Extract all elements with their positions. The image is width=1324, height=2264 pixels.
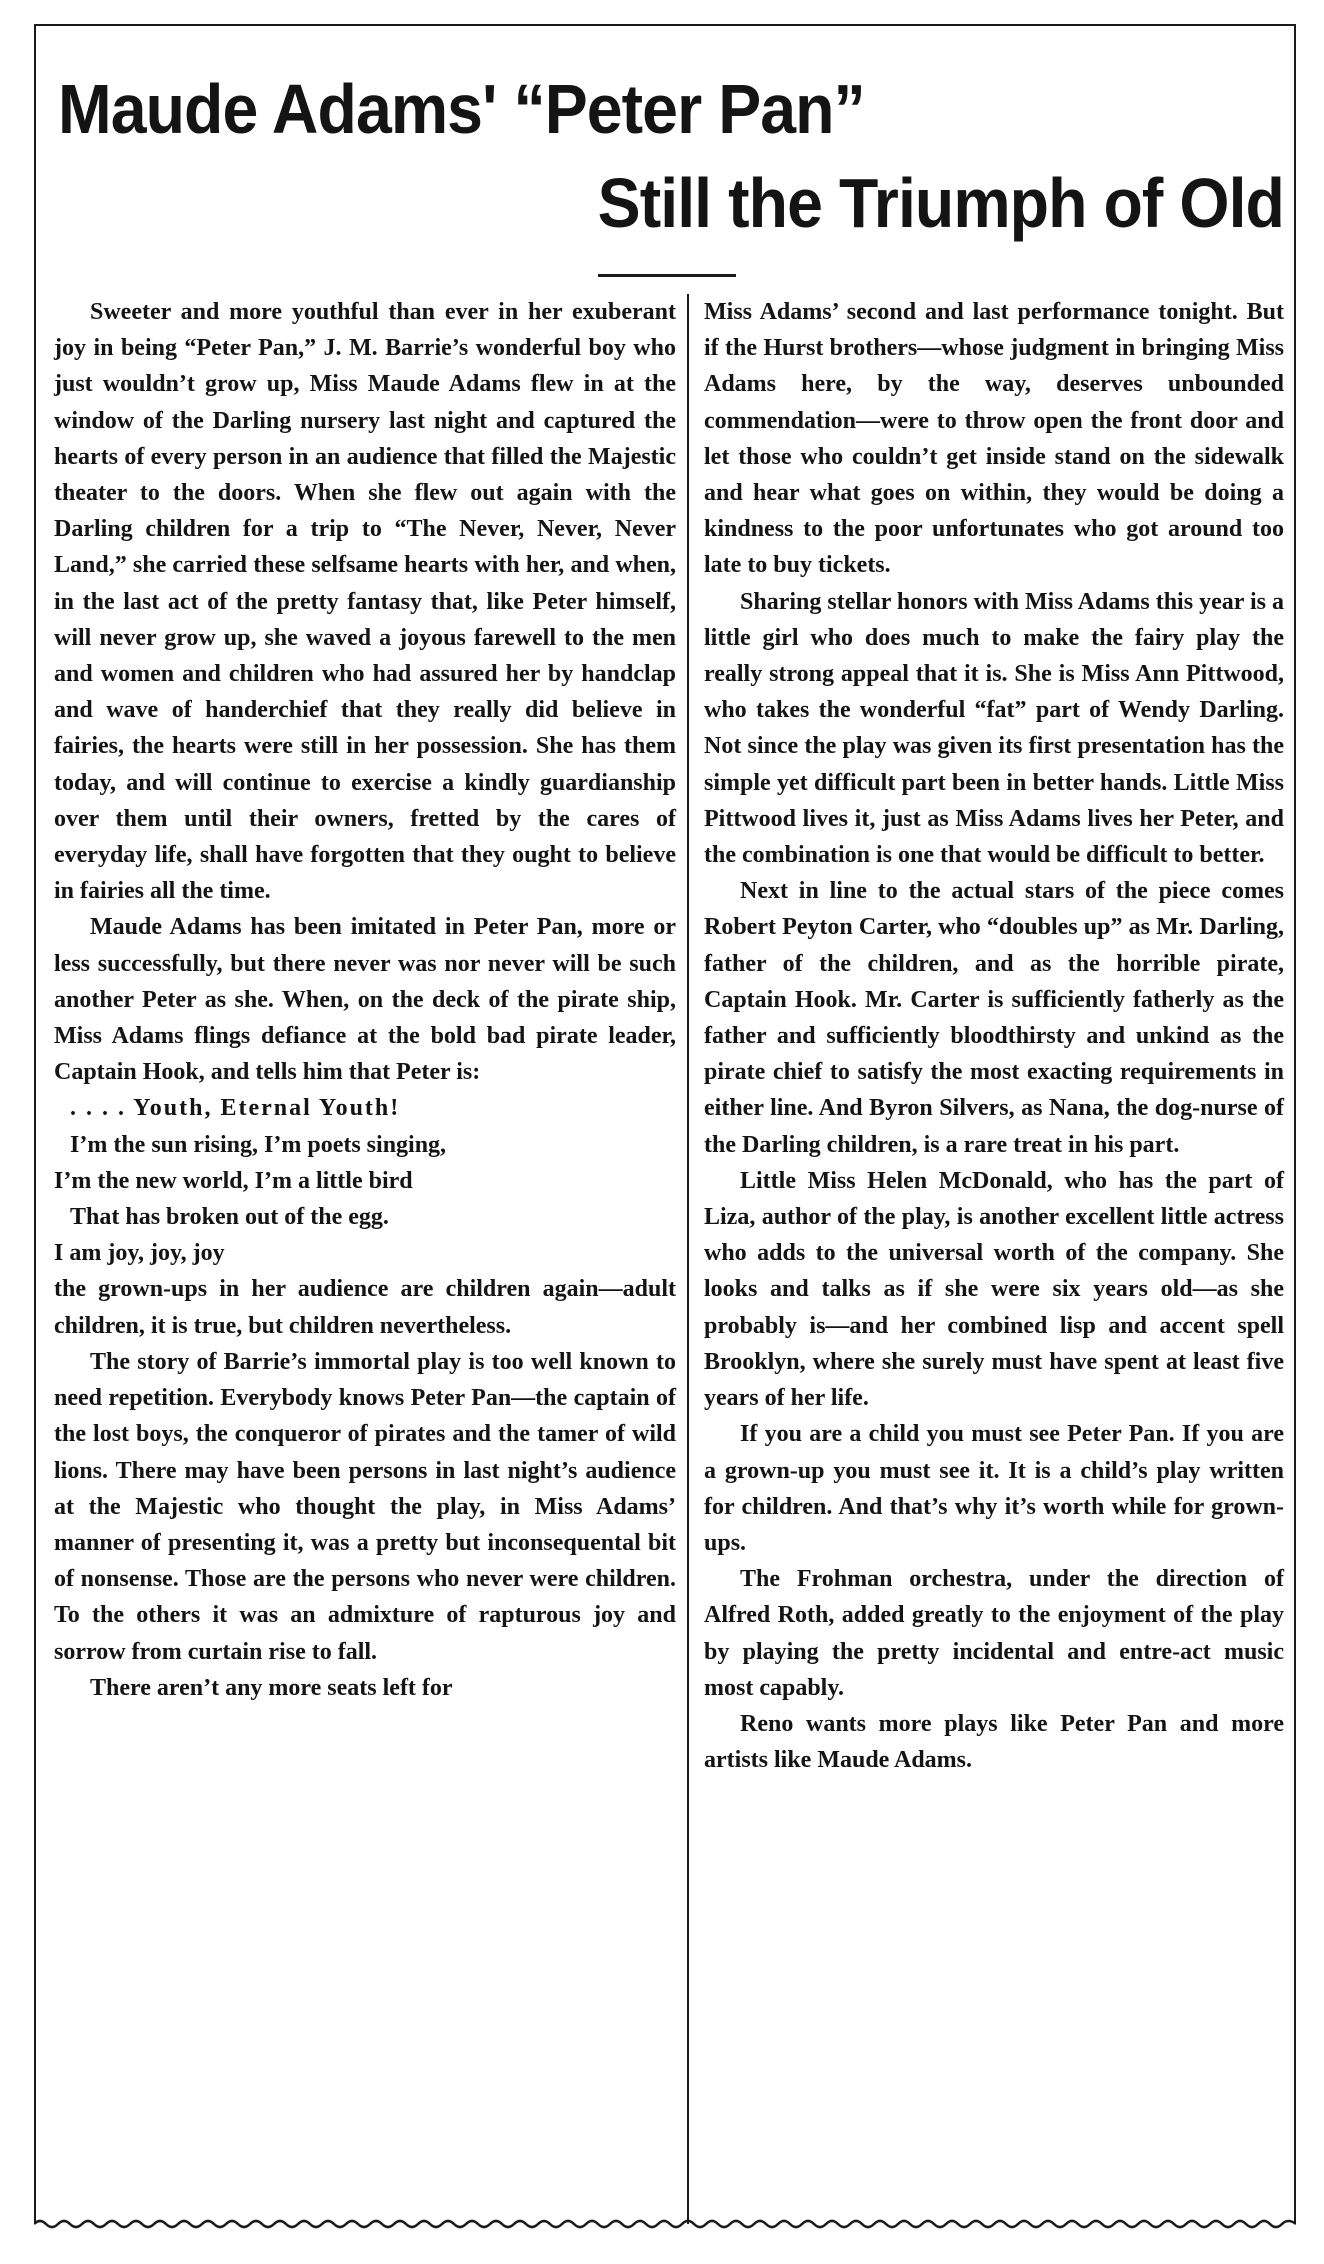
poem-line: That has broken out of the egg. (70, 1204, 389, 1231)
newspaper-clipping (34, 24, 1296, 2224)
paragraph: Reno wants more plays like Peter Pan and more artists like Maude Adams. (704, 1710, 1284, 1774)
paragraph: Sweeter and more youthful than ever in her exuberant joy in being “Peter Pan,” J. M. Barrie’s wonderful boy who just wouldn’t grow up, Miss Maude Adams flew in at the window of the Darling nursery last night and captured the hearts of every person in an audience that filled the Majestic theater to the doors. When she flew out again with the Darling children for a trip to “The Never, Never, Never Land,” she carried these selfsame hearts with her, and when, in the last act of the pretty fantasy that, like Peter himself, will never grow up, she waved a joyous farewell to the men and women and children who had assured her by handclap and wave of handerchief that they really did believe in fairies, the hearts were still in her possession. She has them today, and will continue to exercise a kindly guardianship over them until their owners, fretted by the cares of everyday life, shall have forgotten that they ought to believe in fairies all the time. (54, 299, 676, 905)
headline (36, 64, 1294, 284)
poem-line: I’m the new world, I’m a little bird (54, 1167, 413, 1194)
paragraph: Sharing stellar honors with Miss Adams this year is a little girl who does much to make the fairy play the really strong appeal that it is. She is Miss Ann Pittwood, who takes the wonderful “fat” part of Wendy Darling. Not since the play was given its first presentation has the simple yet difficult part been in better hands. Little Miss Pittwood lives it, just as Miss Adams lives her Peter, and the combination is one that would be difficult to better. (704, 588, 1284, 869)
article-body (36, 294, 1294, 2174)
headline-rule (598, 274, 736, 277)
article-column-left (54, 294, 676, 1706)
paragraph: If you are a child you must see Peter Pan. If you are a grown-up you must see it. It is a child’s play written for children. And that’s why it’s worth while for grown-ups. (704, 1421, 1284, 1556)
wavy-bottom-border (34, 2216, 1296, 2232)
paragraph: Miss Adams’ second and last performance tonight. But if the Hurst brothers—whose judgment in bringing Miss Adams here, by the way, deserves unbounded commendation—were to throw open the front door and let those who couldn’t get inside stand on the sidewalk and hear what goes on within, they would be doing a kindness to the poor unfortunates who got around too late to buy tickets. (704, 299, 1284, 579)
paragraph: The Frohman orchestra, under the direction of Alfred Roth, added greatly to the enjoyment of the play by playing the pretty incidental and entre-act music most capably. (704, 1566, 1284, 1701)
poem-line: . . . . Youth, Eternal Youth! (70, 1095, 401, 1122)
poem-line: I’m the sun rising, I’m poets singing, (70, 1131, 447, 1158)
article-column-right (704, 294, 1284, 1778)
paragraph: the grown-ups in her audience are children again—adult children, it is true, but children nevertheless. (54, 1276, 676, 1339)
paragraph: The story of Barrie’s immortal play is too well known to need repetition. Everybody knows Peter Pan—the captain of the lost boys, the conqueror of pirates and the tamer of wild lions. There may have been persons in last night’s audience at the Majestic who thought the play, in Miss Adams’ manner of presenting it, was a pretty but inconsequental bit of nonsense. Those are the persons who never were children. To the others it was an admixture of rapturous joy and sorrow from curtain rise to fall. (54, 1348, 676, 1665)
paragraph: Maude Adams has been imitated in Peter Pan, more or less successfully, but there never was nor never will be such another Peter as she. When, on the deck of the pirate ship, Miss Adams flings defiance at the bold bad pirate leader, Captain Hook, and tells him that Peter is: (54, 914, 676, 1086)
headline-line-1: Maude Adams' “Peter Pan” (58, 70, 865, 148)
paragraph: There aren’t any more seats left for (90, 1674, 453, 1701)
poem-line: I am joy, joy, joy (54, 1240, 225, 1267)
paragraph: Next in line to the actual stars of the piece comes Robert Peyton Carter, who “doubles up” as Mr. Darling, father of the children, and as the horrible pirate, Captain Hook. Mr. Carter is sufficiently fatherly as the father and sufficiently bloodthirsty and unkind as the pirate chief to satisfy the most exacting requirements in either line. And Byron Silvers, as Nana, the dog-nurse of the Darling children, is a rare treat in his part. (704, 878, 1284, 1158)
headline-line-2: Still the Triumph of Old (597, 164, 1284, 242)
paragraph: Little Miss Helen McDonald, who has the part of Liza, author of the play, is another excellent little actress who adds to the universal worth of the company. She looks and talks as if she were six years old—as she probably is—and her combined lisp and accent spell Brooklyn, where she surely must have spent at least five years of her life. (704, 1167, 1284, 1412)
